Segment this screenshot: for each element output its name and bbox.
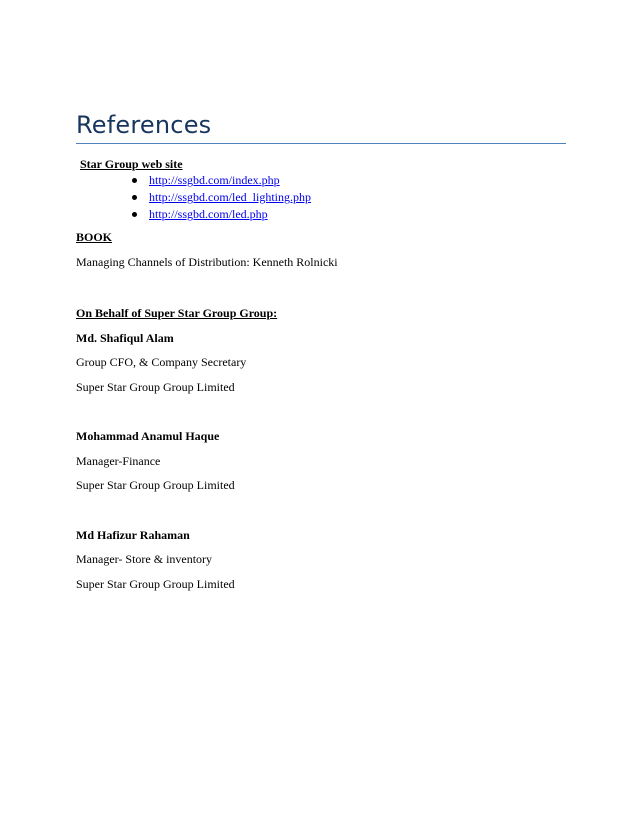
person-name: Mohammad Anamul Haque xyxy=(76,429,220,443)
person-title: Group CFO, & Company Secretary xyxy=(76,355,247,369)
link-led-lighting[interactable]: http://ssgbd.com/led_lighting.php xyxy=(149,190,311,204)
on-behalf-heading: On Behalf of Super Star Group Group: xyxy=(76,306,278,320)
person-name: Md. Shafiqul Alam xyxy=(76,331,174,345)
link-led[interactable]: http://ssgbd.com/led.php xyxy=(149,207,268,221)
book-entry: Managing Channels of Distribution: Kenneth Rolnicki xyxy=(76,255,338,269)
person-company: Super Star Group Group Limited xyxy=(76,380,235,394)
person-title: Manager- Store & inventory xyxy=(76,552,213,566)
bullet-icon xyxy=(132,195,137,200)
person-company: Super Star Group Group Limited xyxy=(76,577,235,591)
website-label: Star Group web site xyxy=(80,157,183,171)
person-company: Super Star Group Group Limited xyxy=(76,478,235,492)
heading-divider xyxy=(76,143,566,144)
references-heading: References xyxy=(76,111,212,139)
website-link-list xyxy=(130,173,311,224)
link-index[interactable]: http://ssgbd.com/index.php xyxy=(149,173,280,187)
list-item xyxy=(130,190,311,207)
book-label: BOOK xyxy=(76,230,113,244)
bullet-icon xyxy=(132,178,137,183)
list-item xyxy=(130,173,311,190)
person-title: Manager-Finance xyxy=(76,454,161,468)
list-item xyxy=(130,207,311,224)
person-name: Md Hafizur Rahaman xyxy=(76,528,190,542)
bullet-icon xyxy=(132,212,137,217)
